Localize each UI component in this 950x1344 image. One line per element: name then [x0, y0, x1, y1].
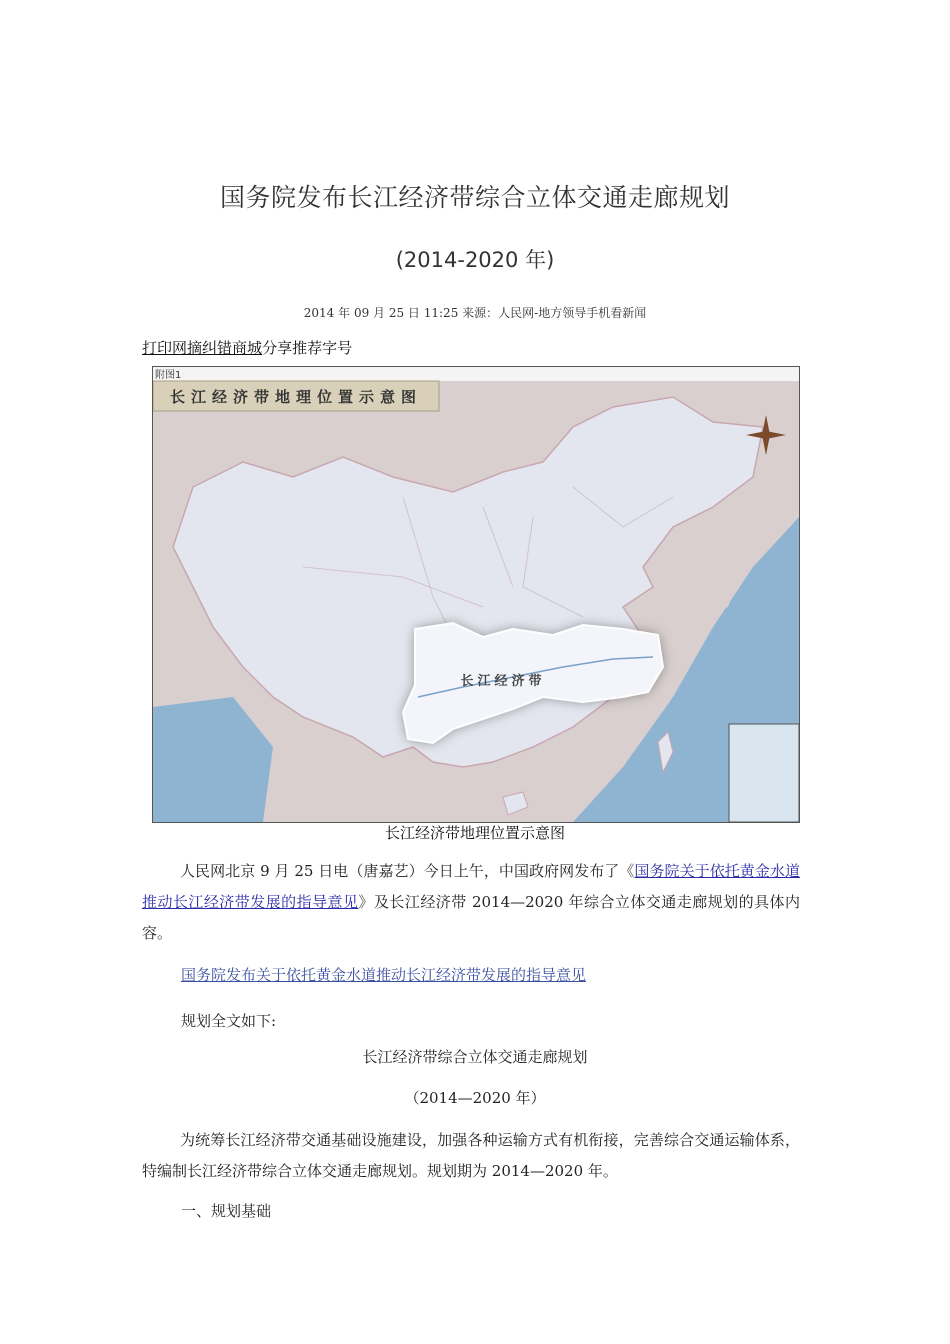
fontsize-link[interactable]: 字号 — [322, 339, 353, 357]
related-article-link[interactable]: 国务院发布关于依托黄金水道推动长江经济带发展的指导意见 — [181, 966, 587, 984]
plan-title: 长江经济带综合立体交通走廊规划 — [362, 1048, 588, 1066]
article-toolbar — [142, 337, 352, 358]
south-sea-inset — [729, 724, 799, 822]
plan-paragraph: 为统筹长江经济带交通基础设施建设，加强各种运输方式有机衔接，完善综合交通运输体系，特编制长江经济带综合立体交通走廊规划。规划期为 2014—2020 年。 — [142, 1131, 800, 1180]
intro-suffix: 》及长江经济带 2014—2020 年综合立体交通走廊规划的具体内容。 — [142, 893, 800, 942]
article-title: 国务院发布长江经济带综合立体交通走廊规划 — [219, 183, 730, 212]
mall-link[interactable]: 商城 — [232, 339, 263, 357]
excerpt-link[interactable]: 网摘 — [172, 339, 203, 357]
section-heading: 一、规划基础 — [181, 1202, 272, 1220]
print-link[interactable]: 打印 — [142, 339, 173, 357]
recommend-link[interactable]: 推荐 — [292, 339, 323, 357]
figure-caption: 长江经济带地理位置示意图 — [384, 824, 565, 842]
article-subtitle: (2014-2020 年) — [395, 248, 555, 272]
plan-years: （2014—2020 年） — [404, 1089, 546, 1107]
map-corner-label: 附图1 — [155, 370, 182, 381]
intro-paragraph — [142, 856, 800, 949]
intro-prefix: 人民网北京 9 月 25 日电（唐嘉艺）今日上午，中国政府网发布了《 — [180, 862, 635, 880]
related-link-line — [181, 964, 586, 985]
share-link[interactable]: 分享 — [262, 339, 293, 357]
article-meta: 2014 年 09 月 25 日 11:25 来源：人民网-地方领导手机看新闻 — [303, 306, 647, 320]
map-banner-text: 长江经济带地理位置示意图 — [169, 388, 423, 406]
guidance-link[interactable]: 国务院关于依托黄金水道推动长江经济带发展的指导意见 — [142, 862, 800, 911]
map-figure — [152, 366, 800, 823]
map-header-strip — [153, 367, 799, 381]
correction-link[interactable]: 纠错 — [202, 339, 233, 357]
fulltext-intro: 规划全文如下: — [181, 1012, 277, 1030]
map-illustration — [153, 367, 799, 822]
map-region-label: 长江经济带 — [460, 674, 546, 689]
